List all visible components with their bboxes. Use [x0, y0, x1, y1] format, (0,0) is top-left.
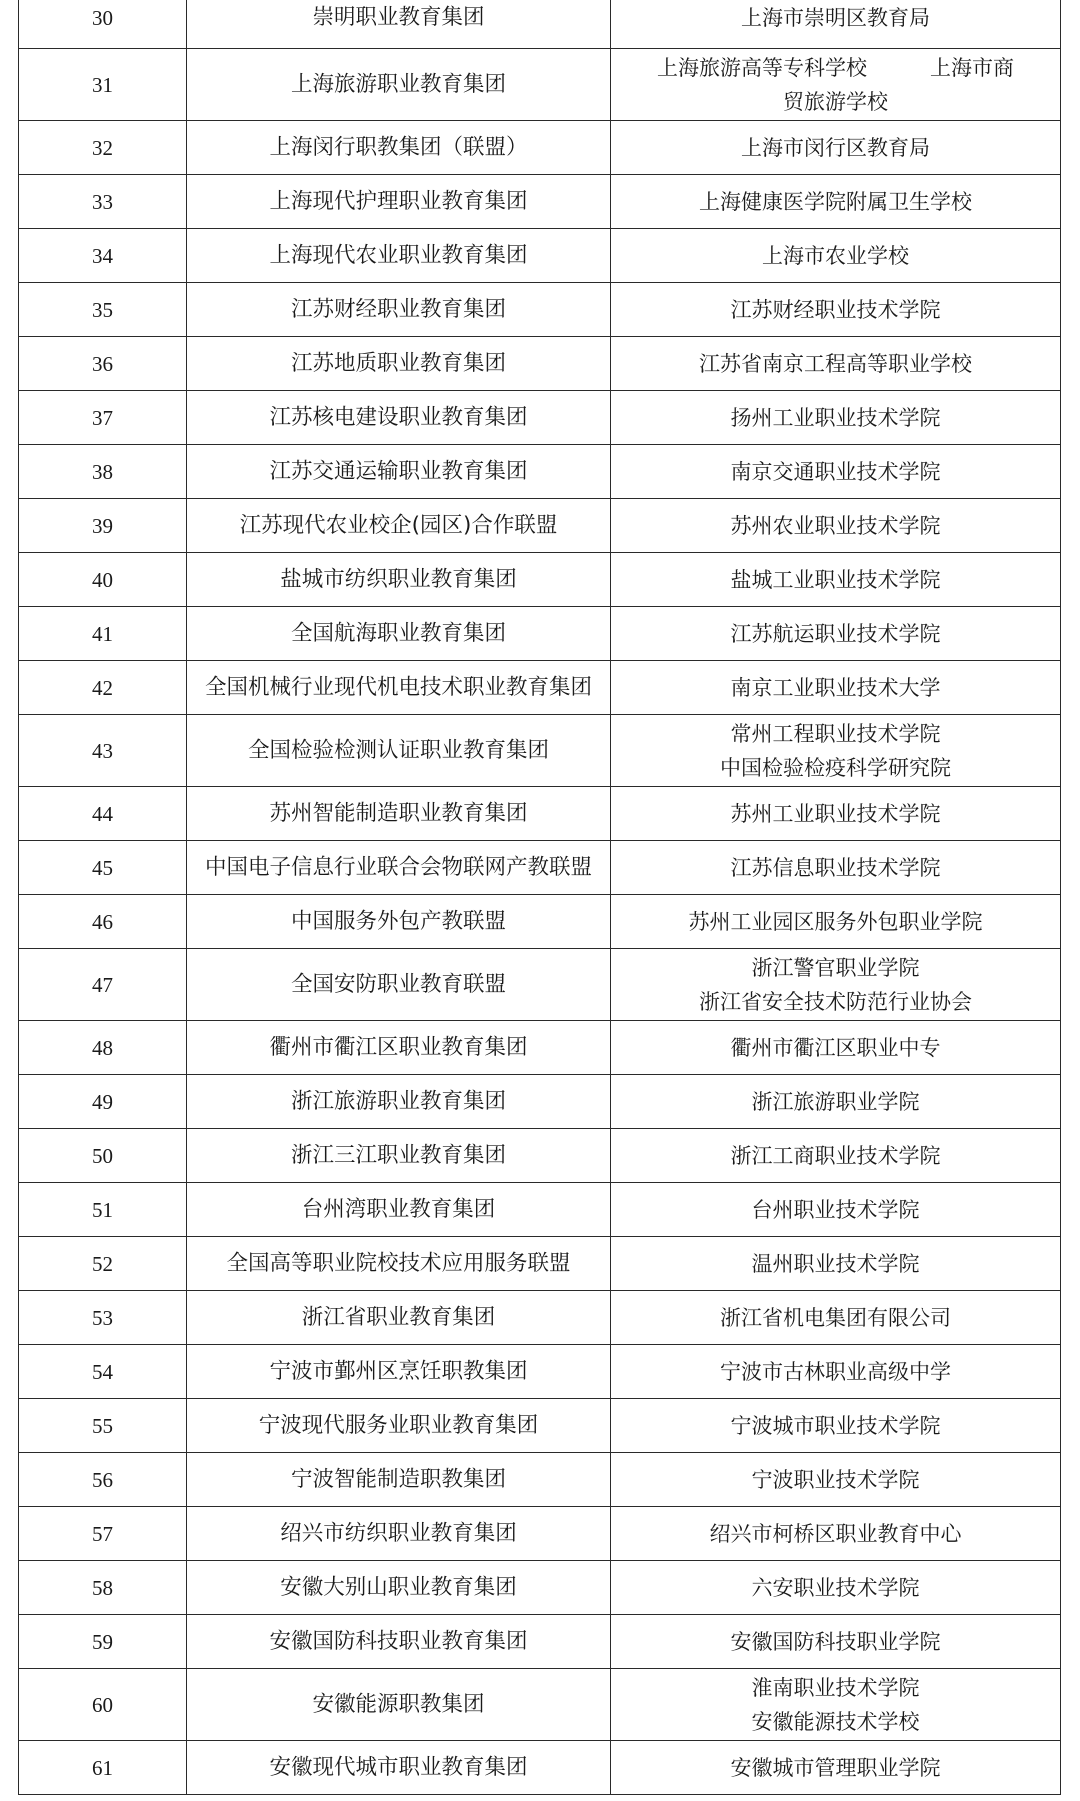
table-row — [19, 715, 1061, 787]
lead-organization-line: 浙江省安全技术防范行业协会 — [699, 989, 972, 1014]
row-number: 53 — [19, 1291, 187, 1345]
lead-organization-line: 江苏航运职业技术学院 — [730, 621, 941, 646]
table-row — [19, 1237, 1061, 1291]
table-row — [19, 1291, 1061, 1345]
lead-organization-line: 安徽能源技术学校 — [751, 1709, 920, 1734]
lead-organization-line: 江苏财经职业技术学院 — [730, 297, 941, 322]
row-number: 41 — [19, 607, 187, 661]
lead-organization — [611, 1129, 1061, 1183]
group-name: 上海旅游职业教育集团 — [187, 49, 611, 121]
lead-organization — [611, 0, 1061, 49]
lead-organization-line: 常州工程职业技术学院 — [730, 721, 941, 746]
lead-organization — [611, 175, 1061, 229]
group-name: 全国高等职业院校技术应用服务联盟 — [187, 1237, 611, 1291]
lead-organization-line: 中国检验检疫科学研究院 — [720, 755, 951, 780]
lead-organization — [611, 787, 1061, 841]
table-row — [19, 841, 1061, 895]
lead-organization-line: 宁波城市职业技术学院 — [730, 1413, 941, 1438]
row-number: 34 — [19, 229, 187, 283]
group-name: 衢州市衢江区职业教育集团 — [187, 1021, 611, 1075]
lead-organization — [611, 1507, 1061, 1561]
lead-organization-line: 江苏信息职业技术学院 — [730, 855, 941, 880]
lead-organization-line: 温州职业技术学院 — [751, 1251, 920, 1276]
table-row — [19, 1615, 1061, 1669]
table-row — [19, 607, 1061, 661]
lead-organization-line: 苏州工业园区服务外包职业学院 — [688, 909, 983, 934]
lead-organization — [611, 337, 1061, 391]
lead-organization — [611, 1399, 1061, 1453]
table-row — [19, 1345, 1061, 1399]
row-number: 50 — [19, 1129, 187, 1183]
lead-organization — [611, 841, 1061, 895]
lead-organization — [611, 499, 1061, 553]
row-number: 42 — [19, 661, 187, 715]
row-number: 31 — [19, 49, 187, 121]
lead-organization-line: 安徽城市管理职业学院 — [730, 1755, 941, 1780]
vocational-groups-table — [18, 0, 1061, 1795]
lead-organization-line: 扬州工业职业技术学院 — [730, 405, 941, 430]
row-number: 56 — [19, 1453, 187, 1507]
lead-organization-line: 淮南职业技术学院 — [751, 1675, 920, 1700]
lead-organization-line: 宁波市古林职业高级中学 — [720, 1359, 951, 1384]
lead-organization — [611, 445, 1061, 499]
lead-organization — [611, 49, 1061, 121]
group-name: 江苏核电建设职业教育集团 — [187, 391, 611, 445]
lead-organization — [611, 1021, 1061, 1075]
lead-organization-line: 绍兴市柯桥区职业教育中心 — [709, 1521, 962, 1546]
group-name: 江苏现代农业校企(园区)合作联盟 — [187, 499, 611, 553]
lead-organization-line: 上海市崇明区教育局 — [741, 5, 930, 30]
table-row — [19, 229, 1061, 283]
group-name: 浙江三江职业教育集团 — [187, 1129, 611, 1183]
lead-organization-line: 贸旅游学校 — [783, 89, 888, 114]
table-row — [19, 787, 1061, 841]
table-row — [19, 49, 1061, 121]
lead-organization — [611, 1669, 1061, 1741]
group-name: 中国电子信息行业联合会物联网产教联盟 — [187, 841, 611, 895]
group-name: 安徽国防科技职业教育集团 — [187, 1615, 611, 1669]
group-name: 全国检验检测认证职业教育集团 — [187, 715, 611, 787]
group-name: 崇明职业教育集团 — [187, 0, 611, 49]
table-row — [19, 499, 1061, 553]
row-number: 47 — [19, 949, 187, 1021]
row-number: 59 — [19, 1615, 187, 1669]
row-number: 58 — [19, 1561, 187, 1615]
group-name: 安徽能源职教集团 — [187, 1669, 611, 1741]
group-name: 全国航海职业教育集团 — [187, 607, 611, 661]
group-name: 江苏交通运输职业教育集团 — [187, 445, 611, 499]
table-row — [19, 1129, 1061, 1183]
table-row — [19, 1507, 1061, 1561]
row-number: 43 — [19, 715, 187, 787]
lead-organization-line: 盐城工业职业技术学院 — [730, 567, 941, 592]
lead-organization-line: 浙江省机电集团有限公司 — [720, 1305, 951, 1330]
row-number: 55 — [19, 1399, 187, 1453]
group-name: 浙江省职业教育集团 — [187, 1291, 611, 1345]
row-number: 49 — [19, 1075, 187, 1129]
lead-organization — [611, 949, 1061, 1021]
table-row — [19, 283, 1061, 337]
table-row — [19, 553, 1061, 607]
lead-organization — [611, 1075, 1061, 1129]
group-name: 上海现代农业职业教育集团 — [187, 229, 611, 283]
row-number: 54 — [19, 1345, 187, 1399]
table-row — [19, 661, 1061, 715]
row-number: 37 — [19, 391, 187, 445]
row-number: 57 — [19, 1507, 187, 1561]
table-row — [19, 1453, 1061, 1507]
lead-organization — [611, 607, 1061, 661]
row-number: 33 — [19, 175, 187, 229]
lead-organization-line: 苏州工业职业技术学院 — [730, 801, 941, 826]
group-name: 台州湾职业教育集团 — [187, 1183, 611, 1237]
row-number: 48 — [19, 1021, 187, 1075]
lead-organization-line: 上海健康医学院附属卫生学校 — [699, 189, 972, 214]
table-row — [19, 1741, 1061, 1795]
lead-organization — [611, 1345, 1061, 1399]
group-name: 安徽大别山职业教育集团 — [187, 1561, 611, 1615]
lead-organization-line: 安徽国防科技职业学院 — [730, 1629, 941, 1654]
group-name: 安徽现代城市职业教育集团 — [187, 1741, 611, 1795]
lead-organization-line: 苏州农业职业技术学院 — [730, 513, 941, 538]
group-name: 绍兴市纺织职业教育集团 — [187, 1507, 611, 1561]
lead-organization-line: 南京工业职业技术大学 — [730, 675, 941, 700]
table-row — [19, 1075, 1061, 1129]
lead-organization — [611, 1453, 1061, 1507]
table-row — [19, 391, 1061, 445]
group-name: 上海现代护理职业教育集团 — [187, 175, 611, 229]
table-row — [19, 895, 1061, 949]
lead-organization-line: 台州职业技术学院 — [751, 1197, 920, 1222]
group-name: 中国服务外包产教联盟 — [187, 895, 611, 949]
row-number: 32 — [19, 121, 187, 175]
group-name: 江苏财经职业教育集团 — [187, 283, 611, 337]
lead-organization — [611, 391, 1061, 445]
lead-organization-line: 上海市农业学校 — [762, 243, 909, 268]
row-number: 46 — [19, 895, 187, 949]
table-row — [19, 1561, 1061, 1615]
row-number: 45 — [19, 841, 187, 895]
lead-organization — [611, 1741, 1061, 1795]
lead-organization — [611, 1291, 1061, 1345]
table-row — [19, 1399, 1061, 1453]
row-number: 52 — [19, 1237, 187, 1291]
group-name: 宁波现代服务业职业教育集团 — [187, 1399, 611, 1453]
group-name: 上海闵行职教集团（联盟） — [187, 121, 611, 175]
group-name: 宁波智能制造职教集团 — [187, 1453, 611, 1507]
table-row — [19, 337, 1061, 391]
group-name: 盐城市纺织职业教育集团 — [187, 553, 611, 607]
group-name: 宁波市鄞州区烹饪职教集团 — [187, 1345, 611, 1399]
group-name: 苏州智能制造职业教育集团 — [187, 787, 611, 841]
lead-organization — [611, 229, 1061, 283]
table-body — [19, 0, 1061, 1795]
row-number: 30 — [19, 0, 187, 49]
row-number: 36 — [19, 337, 187, 391]
table-row — [19, 1021, 1061, 1075]
table-row — [19, 1183, 1061, 1237]
lead-organization — [611, 1615, 1061, 1669]
lead-organization-line: 南京交通职业技术学院 — [730, 459, 941, 484]
lead-organization — [611, 1183, 1061, 1237]
lead-organization — [611, 895, 1061, 949]
row-number: 40 — [19, 553, 187, 607]
row-number: 38 — [19, 445, 187, 499]
lead-organization — [611, 1561, 1061, 1615]
table-row — [19, 0, 1061, 49]
table-row — [19, 1669, 1061, 1741]
lead-organization — [611, 553, 1061, 607]
lead-organization — [611, 283, 1061, 337]
row-number: 44 — [19, 787, 187, 841]
group-name: 江苏地质职业教育集团 — [187, 337, 611, 391]
row-number: 35 — [19, 283, 187, 337]
table-row — [19, 121, 1061, 175]
lead-organization-line: 浙江旅游职业学院 — [751, 1089, 920, 1114]
lead-organization-line: 上海旅游高等专科学校 上海市商 — [657, 55, 1014, 80]
lead-organization-line: 上海市闵行区教育局 — [741, 135, 930, 160]
table-row — [19, 445, 1061, 499]
lead-organization — [611, 121, 1061, 175]
row-number: 51 — [19, 1183, 187, 1237]
lead-organization-line: 宁波职业技术学院 — [751, 1467, 920, 1492]
lead-organization — [611, 715, 1061, 787]
lead-organization-line: 六安职业技术学院 — [751, 1575, 920, 1600]
lead-organization-line: 浙江工商职业技术学院 — [730, 1143, 941, 1168]
group-name: 全国安防职业教育联盟 — [187, 949, 611, 1021]
lead-organization-line: 衢州市衢江区职业中专 — [730, 1035, 941, 1060]
table-row — [19, 949, 1061, 1021]
row-number: 60 — [19, 1669, 187, 1741]
row-number: 39 — [19, 499, 187, 553]
row-number: 61 — [19, 1741, 187, 1795]
lead-organization-line: 江苏省南京工程高等职业学校 — [699, 351, 972, 376]
lead-organization — [611, 661, 1061, 715]
group-name: 全国机械行业现代机电技术职业教育集团 — [187, 661, 611, 715]
lead-organization-line: 浙江警官职业学院 — [751, 955, 920, 980]
lead-organization — [611, 1237, 1061, 1291]
group-name: 浙江旅游职业教育集团 — [187, 1075, 611, 1129]
table-row — [19, 175, 1061, 229]
